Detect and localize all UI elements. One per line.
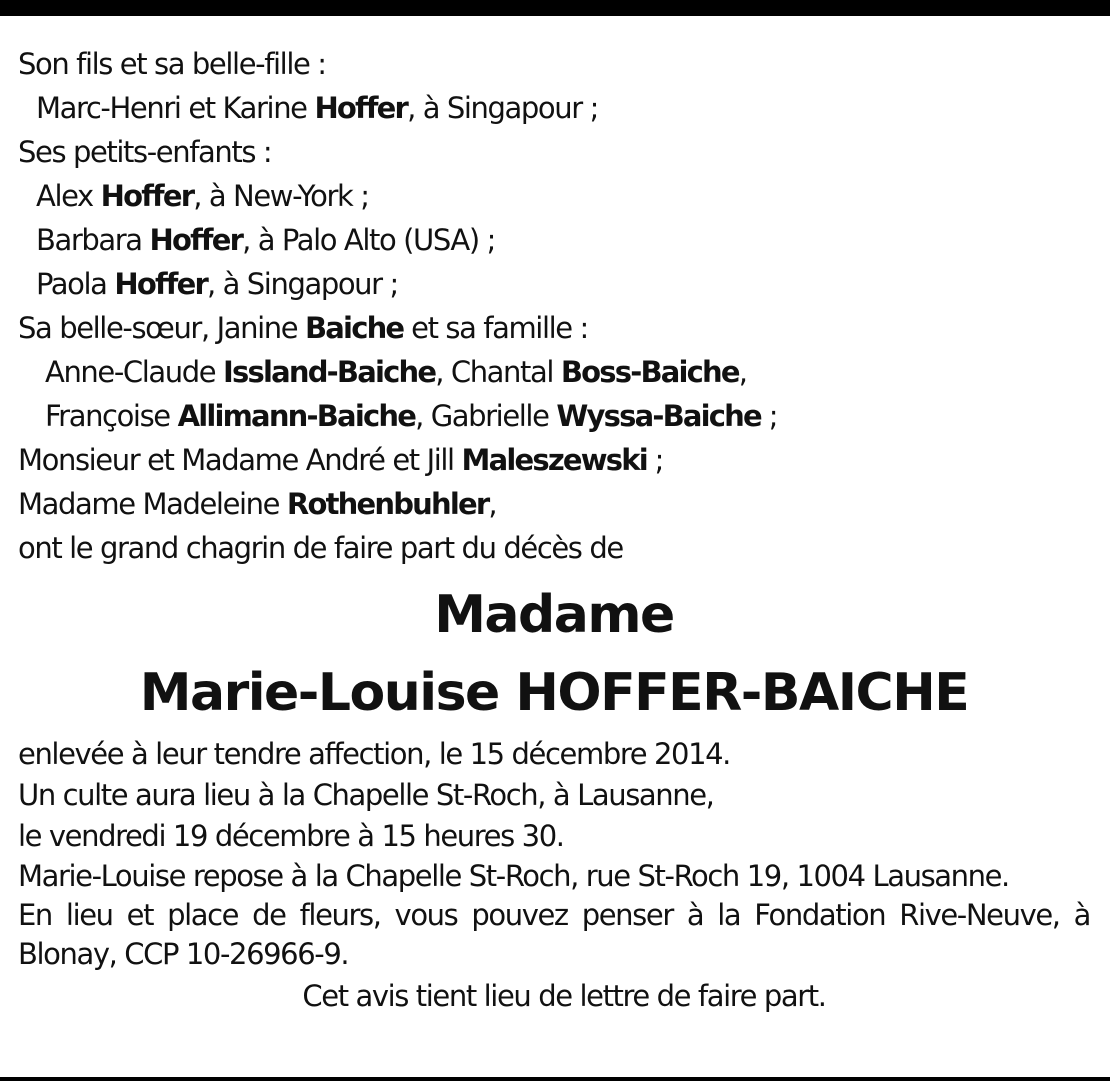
deceased-heading	[18, 576, 1090, 732]
surname: Boss-Baiche	[560, 355, 739, 389]
family-line-marc-henri: Marc-Henri et Karine Hoffer, à Singapour ;	[36, 91, 598, 125]
surname: Baiche	[304, 311, 404, 345]
donation-paragraph: En lieu et place de fleurs, vous pouvez penser à la Fondation Rive-Neuve, à Blonay, CCP 10-26966-9.	[18, 898, 1090, 971]
family-line-paola: Paola Hoffer, à Singapour ;	[36, 267, 398, 301]
repose-paragraph: Marie-Louise repose à la Chapelle St-Roch, rue St-Roch 19, 1004 Lausanne.	[18, 859, 1009, 893]
family-line-rothenbuhler: Madame Madeleine Rothenbuhler,	[18, 487, 497, 521]
service-place-line: Un culte aura lieu à la Chapelle St-Roch, à Lausanne,	[18, 778, 714, 812]
family-line-anne-claude: Anne-Claude Issland-Baiche, Chantal Boss-Baiche,	[45, 355, 747, 389]
family-line-barbara: Barbara Hoffer, à Palo Alto (USA) ;	[36, 223, 495, 257]
family-line-alex: Alex Hoffer, à New-York ;	[36, 179, 369, 213]
deceased-honorific: Madame	[434, 585, 674, 645]
surname: Issland-Baiche	[223, 355, 436, 389]
family-line-maleszewski: Monsieur et Madame André et Jill Maleszewski ;	[18, 443, 664, 477]
announcement-line: ont le grand chagrin de faire part du décès de	[18, 531, 623, 565]
passing-date-line: enlevée à leur tendre affection, le 15 décembre 2014.	[18, 737, 731, 771]
closing-line: Cet avis tient lieu de lettre de faire part.	[302, 979, 826, 1013]
surname: Maleszewski	[461, 443, 647, 477]
top-border-rule	[0, 0, 1110, 16]
death-notice	[18, 42, 1090, 1018]
surname: Hoffer	[149, 223, 243, 257]
family-line-sister-in-law: Sa belle-sœur, Janine Baiche et sa famille :	[18, 311, 588, 345]
service-time-line: le vendredi 19 décembre à 15 heures 30.	[18, 819, 564, 853]
family-line-francoise: Françoise Allimann-Baiche, Gabrielle Wyssa-Baiche ;	[45, 399, 778, 433]
family-line-grandchildren: Ses petits-enfants :	[18, 135, 272, 169]
surname: Hoffer	[114, 267, 207, 301]
family-line-son: Son fils et sa belle-fille :	[18, 47, 326, 81]
surname: Rothenbuhler	[286, 487, 489, 521]
bottom-border-rule	[0, 1077, 1110, 1081]
surname: Hoffer	[100, 179, 194, 213]
deceased-name: Marie-Louise HOFFER-BAICHE	[139, 663, 969, 723]
surname: Hoffer	[314, 91, 408, 125]
surname: Allimann-Baiche	[177, 399, 416, 433]
surname: Wyssa-Baiche	[556, 399, 761, 433]
